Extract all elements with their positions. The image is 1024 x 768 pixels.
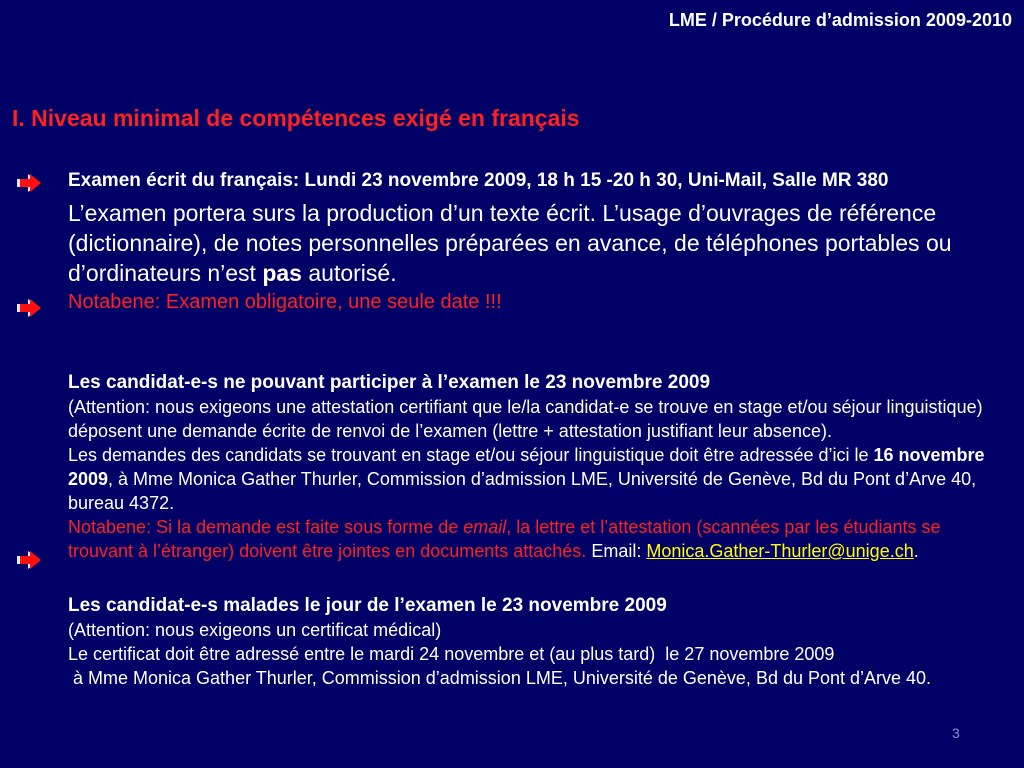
- email-label: Email:: [586, 541, 647, 561]
- deadline-address: , à Mme Monica Gather Thurler, Commission d’admission LME, Université de Genève, Bd du Pont d’Arve 40,: [108, 469, 977, 489]
- header-title: LME / Procédure d’admission 2009-2010: [668, 10, 1012, 30]
- postponement-notabene: [68, 515, 985, 539]
- illness-line: Le certificat doit être adressé entre le mardi 24 novembre et (au plus tard) le 27 novembre 2009: [68, 644, 835, 664]
- arrow-right-icon: [16, 549, 42, 571]
- illness-line: à Mme Monica Gather Thurler, Commission d’admission LME, Université de Genève, Bd du Pont d’Arve 40.: [68, 668, 932, 688]
- postponement-line: déposent une demande écrite de renvoi de l’examen (lettre + attestation justifiant leur absence).: [68, 421, 832, 441]
- exam-description-text: d’ordinateurs n’est: [68, 260, 263, 286]
- exam-description-line: (dictionnaire), de notes personnelles préparées en avance, de téléphones portables ou: [68, 230, 952, 256]
- illness-line: (Attention: nous exigeons un certificat médical): [68, 620, 442, 640]
- illness-title: Les candidat-e-s malades le jour de l’examen le 23 novembre 2009: [68, 595, 667, 616]
- deadline-line: [68, 467, 985, 491]
- page-number: 3: [952, 725, 960, 741]
- email-end: .: [913, 541, 919, 561]
- deadline-line: bureau 4372.: [68, 493, 175, 513]
- postponement-section: [68, 371, 985, 563]
- notabene-email-word: email: [463, 517, 507, 537]
- postponement-notabene: [68, 539, 985, 563]
- email-link[interactable]: Monica.Gather-Thurler@unige.ch: [646, 541, 914, 561]
- postponement-title: Les candidat-e-s ne pouvant participer à l’examen le 23 novembre 2009: [68, 372, 711, 393]
- exam-title: Examen écrit du français: Lundi 23 novembre 2009, 18 h 15 -20 h 30, Uni-Mail, Salle MR 380: [68, 170, 889, 191]
- section-heading: I. Niveau minimal de compétences exigé en français: [12, 105, 580, 131]
- exam-description-line: [68, 258, 952, 288]
- deadline-line: [68, 443, 985, 467]
- exam-description-text: autorisé.: [301, 260, 397, 286]
- notabene-text: , la lettre et l’attestation (scannées par les étudiants se: [506, 517, 941, 537]
- notabene-text: Notabene: Si la demande est faite sous forme de: [68, 517, 464, 537]
- arrow-right-icon: [16, 297, 42, 319]
- deadline-date: 2009: [68, 469, 109, 489]
- exam-description: [68, 198, 952, 288]
- deadline-text: Les demandes des candidats se trouvant en stage et/ou séjour linguistique doit être adressée d’ici le: [68, 445, 874, 465]
- postponement-line: (Attention: nous exigeons une attestation certifiant que le/la candidat-e se trouve en stage et/ou séjour linguistique): [68, 397, 983, 417]
- illness-section: [68, 594, 931, 690]
- exam-description-emphasis: pas: [262, 260, 302, 286]
- notabene-text: trouvant à l’étranger) doivent être jointes en documents attachés.: [68, 541, 587, 561]
- deadline-date: 16 novembre: [873, 445, 985, 465]
- arrow-right-icon: [16, 172, 42, 194]
- exam-description-line: L’examen portera surs la production d’un texte écrit. L’usage d’ouvrages de référence: [68, 200, 937, 226]
- exam-notabene: Notabene: Examen obligatoire, une seule date !!!: [68, 291, 502, 313]
